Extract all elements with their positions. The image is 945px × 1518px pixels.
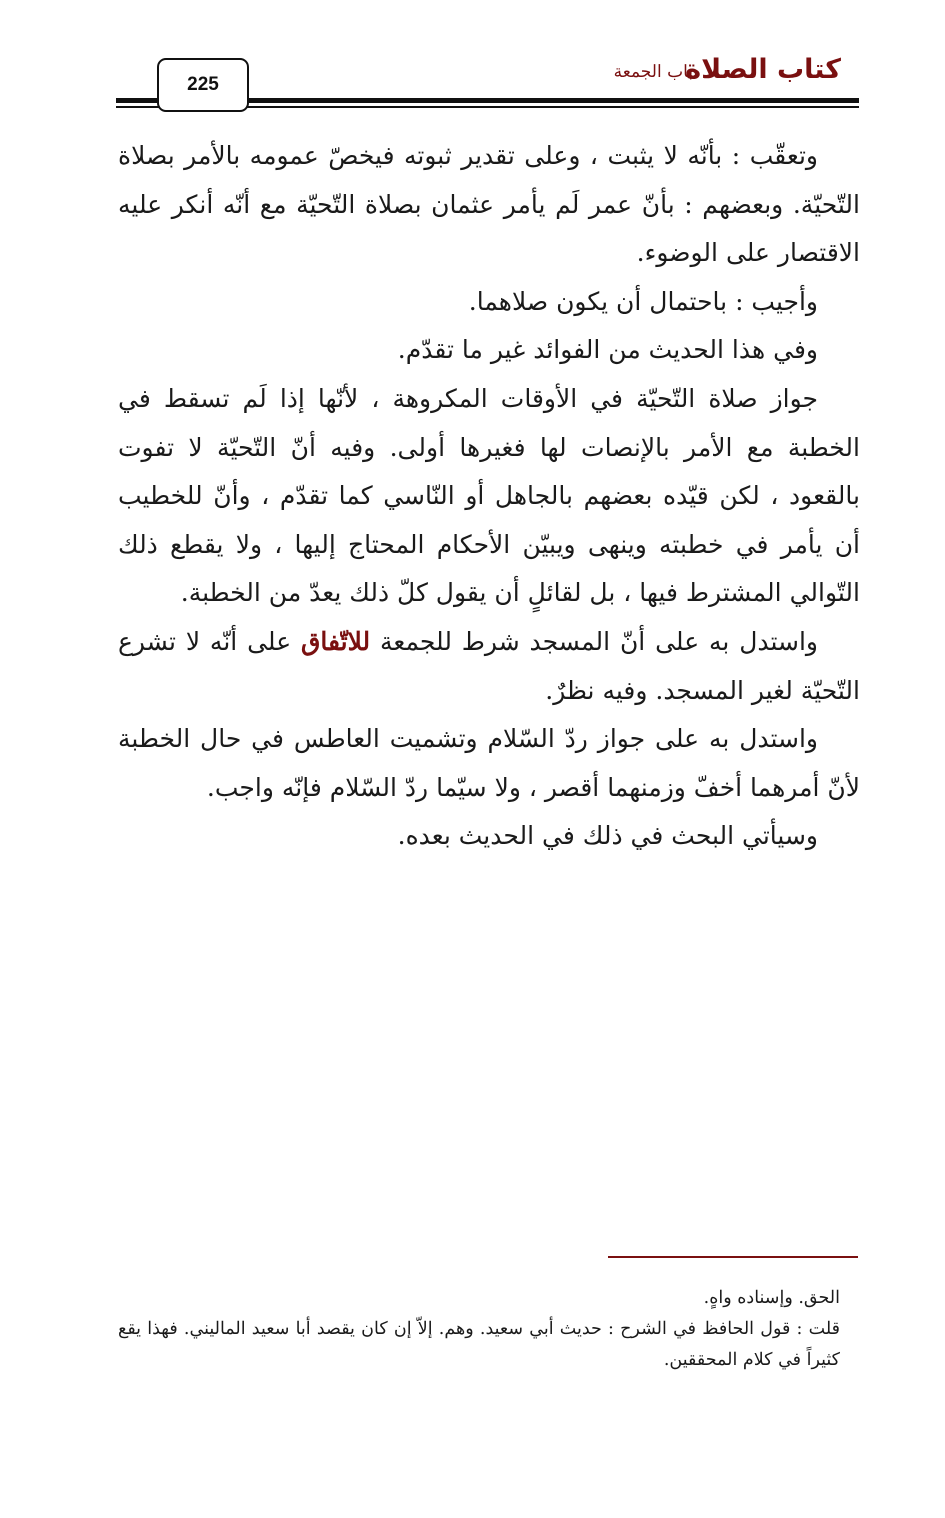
footnote-separator [608, 1256, 858, 1258]
footnote: الحق. وإسناده واهٍ. [703, 1288, 840, 1308]
footnotes [118, 1283, 840, 1376]
paragraph-text: واستدل به على أنّ المسجد شرط للجمعة [380, 626, 818, 656]
footnote: قلت : قول الحافظ في الشرح : حديث أبي سعيد. وهم. إلاّ إن كان يقصد أبا سعيد الماليني. فهذا يقع كثيراً في كلام المحققين. [118, 1319, 840, 1370]
paragraph: واستدل به على جواز ردّ السّلام وتشميت العاطس في حال الخطبة لأنّ أمرهما أخفّ وزمنهما أقصر ، ولا سيّما ردّ السّلام فإنّه واجب. [118, 724, 860, 802]
page-number-tab [157, 58, 249, 112]
page-number: 225 [187, 74, 219, 95]
paragraph: وتعقّب : بأنّه لا يثبت ، وعلى تقدير ثبوته فيخصّ عمومه بالأمر بصلاة التّحيّة. وبعضهم : بأنّ عمر لَم يأمر عثمان بصلاة التّحيّة مع أنّه أنكر عليه الاقتصار على الوضوء. [118, 141, 860, 268]
paragraph-text: على أنّه لا تشرع التّحيّة لغير المسجد. وفيه نظرٌ. [118, 626, 860, 705]
paragraph [118, 618, 860, 715]
paragraph: وأجيب : باحتمال أن يكون صلاهما. [468, 286, 818, 316]
chapter-title: باب الجمعة [613, 62, 693, 82]
highlighted-term: للاتّفاق [300, 626, 371, 656]
main-text [118, 132, 860, 861]
paragraph: وفي هذا الحديث من الفوائد غير ما تقدّم. [397, 335, 818, 365]
paragraph: وسيأتي البحث في ذلك في الحديث بعده. [397, 821, 818, 851]
page-header [0, 0, 945, 120]
book-title: كتاب الصلاة [685, 54, 841, 85]
paragraph: جواز صلاة التّحيّة في الأوقات المكروهة ، لأنّها إذا لَم تسقط في الخطبة مع الأمر بالإنصات لها فغيرها أولى. وفيه أنّ التّحيّة لا تفوت بالقعود ، لكن قيّده بعضهم بالجاهل أو النّاسي كما تقدّم ، وأنّ للخطيب أن يأمر في خطبته وينهى ويبيّن الأحكام المحتاج إليها ، ولا يقطع ذلك التّوالي المشترط فيها ، بل لقائلٍ أن يقول كلّ ذلك يعدّ من الخطبة. [118, 383, 860, 608]
